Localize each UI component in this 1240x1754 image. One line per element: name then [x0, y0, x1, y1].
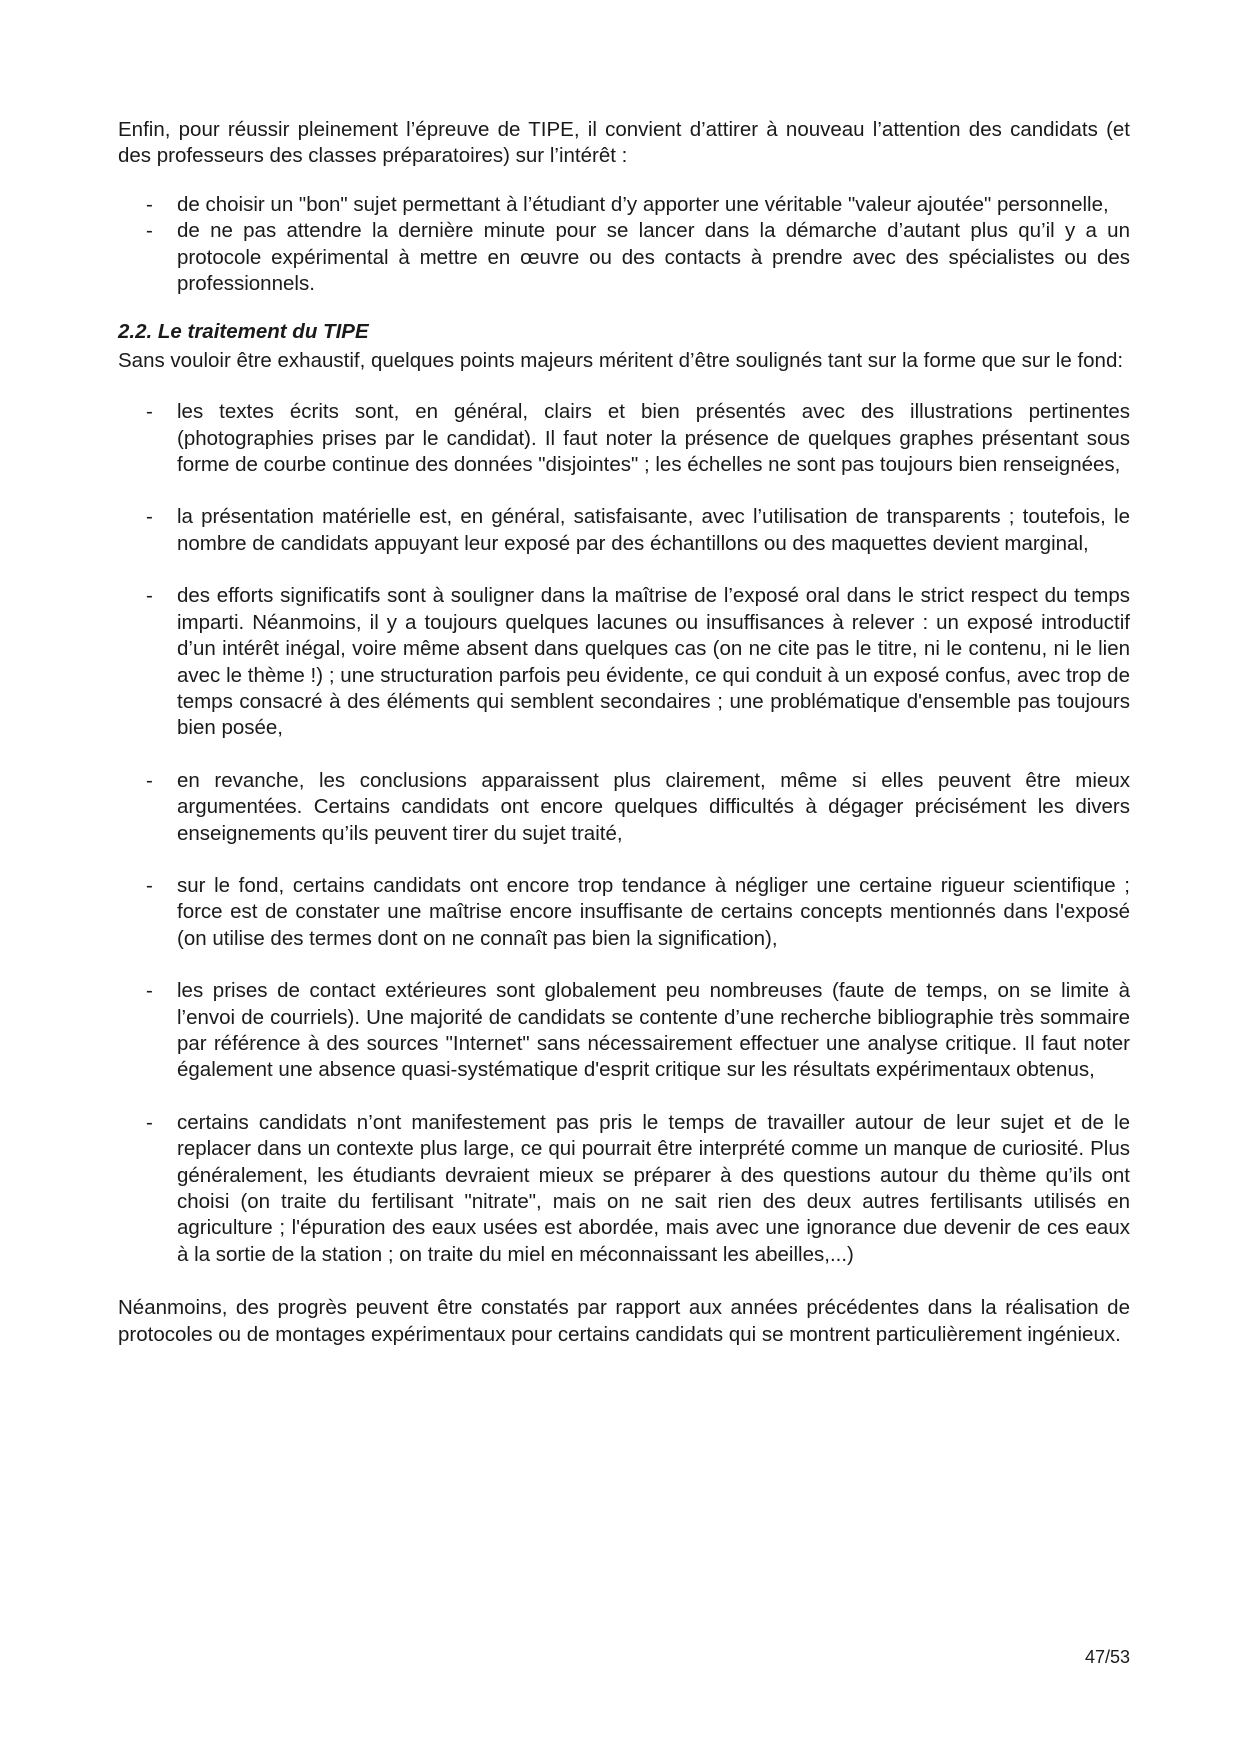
- page-number: 47/53: [1084, 1647, 1130, 1667]
- bullet-dash: -: [146, 1110, 153, 1134]
- list-item-text: sur le fond, certains candidats ont encore trop tendance à négliger une certaine rigueur scientifique ; force est de constater une maîtrise encore insuffisante de certains concepts mentionnés dans l'exposé (on utilise des termes dont on ne connaît pas bien la signification),: [177, 873, 1130, 950]
- section-bullet-list: [118, 399, 1130, 1268]
- list-item: [118, 873, 1130, 952]
- list-item: [118, 218, 1130, 297]
- bullet-dash: -: [146, 873, 153, 897]
- bullet-dash: -: [146, 192, 153, 216]
- bullet-dash: -: [146, 584, 153, 608]
- list-item-text: des efforts significatifs sont à souligner dans la maîtrise de l’exposé oral dans le strict respect du temps imparti. Néanmoins, il y a toujours quelques lacunes ou insuffisances à relever : un exposé introductif d’un intérêt inégal, voire même absent dans quelques cas (on ne cite pas le titre, ni le contenu, ni le lien avec le thème !) ; une structuration parfois peu évidente, ce qui conduit à un exposé confus, avec trop de temps consacré à des éléments qui semblent secondaires ; une problématique d'ensemble pas toujours bien posée,: [177, 584, 1130, 740]
- list-item-text: les textes écrits sont, en général, clairs et bien présentés avec des illustrations pertinentes (photographies prises par le candidat). Il faut noter la présence de quelques graphes présentant sous forme de courbe continue des données "disjointes" ; les échelles ne sont pas toujours bien renseignées,: [177, 400, 1130, 477]
- bullet-dash: -: [146, 219, 153, 243]
- bullet-dash: -: [146, 768, 153, 792]
- list-item-text: les prises de contact extérieures sont globalement peu nombreuses (faute de temps, on se limite à l’envoi de courriels). Une majorité de candidats se contente d’une recherche bibliographie très sommaire par référence à des sources "Internet" sans nécessairement effectuer une analyse critique. Il faut noter également une absence quasi-systématique d'esprit critique sur les résultats expérimentaux obtenus,: [177, 979, 1130, 1082]
- conclusion-paragraph: Néanmoins, des progrès peuvent être constatés par rapport aux années précédentes dans la réalisation de protocoles ou de montages expérimentaux pour certains candidats qui se montrent particulièrement ingénieux.: [118, 1296, 1130, 1346]
- list-item: [118, 504, 1130, 557]
- intro-bullet-list: [118, 192, 1130, 298]
- list-item: [118, 192, 1130, 218]
- list-item-text: en revanche, les conclusions apparaissent plus clairement, même si elles peuvent être mieux argumentées. Certains candidats ont encore quelques difficultés à dégager précisément les divers enseignements qu’ils peuvent tirer du sujet traité,: [177, 768, 1130, 845]
- list-item: [118, 978, 1130, 1084]
- bullet-dash: -: [146, 400, 153, 424]
- document-page: [118, 117, 1130, 1348]
- list-item: [118, 399, 1130, 478]
- list-item-text: de ne pas attendre la dernière minute pour se lancer dans la démarche d’autant plus qu’il y a un protocole expérimental à mettre en œuvre ou des contacts à prendre avec des spécialistes ou des professionnels.: [177, 219, 1130, 296]
- intro-paragraph: Enfin, pour réussir pleinement l’épreuve de TIPE, il convient d’attirer à nouveau l’attention des candidats (et des professeurs des classes préparatoires) sur l’intérêt :: [118, 118, 1130, 168]
- section-title: 2.2. Le traitement du TIPE: [118, 320, 369, 344]
- list-item: [118, 768, 1130, 847]
- intro-block: [118, 117, 1130, 297]
- list-item-text: de choisir un "bon" sujet permettant à l’étudiant d’y apporter une véritable "valeur ajoutée" personnelle,: [177, 192, 1109, 216]
- list-item-text: la présentation matérielle est, en général, satisfaisante, avec l’utilisation de transparents ; toutefois, le nombre de candidats appuyant leur exposé par des échantillons ou des maquettes devient marginal,: [177, 505, 1130, 555]
- list-item: [118, 583, 1130, 741]
- bullet-dash: -: [146, 979, 153, 1003]
- section-intro: Sans vouloir être exhaustif, quelques points majeurs méritent d’être soulignés tant sur la forme que sur le fond:: [118, 348, 1124, 372]
- list-item-text: certains candidats n’ont manifestement pas pris le temps de travailler autour de leur sujet et de le replacer dans un contexte plus large, ce qui pourrait être interprété comme un manque de curiosité. Plus généralement, les étudiants devraient mieux se préparer à des questions autour du thème qu’ils ont choisi (on traite du fertilisant "nitrate", mais on ne sait rien des deux autres fertilisants utilisés en agriculture ; l'épuration des eaux usées est abordée, mais avec une ignorance due devenir de ces eaux à la sortie de la station ; on traite du miel en méconnaissant les abeilles,...): [177, 1110, 1130, 1266]
- list-item: [118, 1110, 1130, 1268]
- bullet-dash: -: [146, 505, 153, 529]
